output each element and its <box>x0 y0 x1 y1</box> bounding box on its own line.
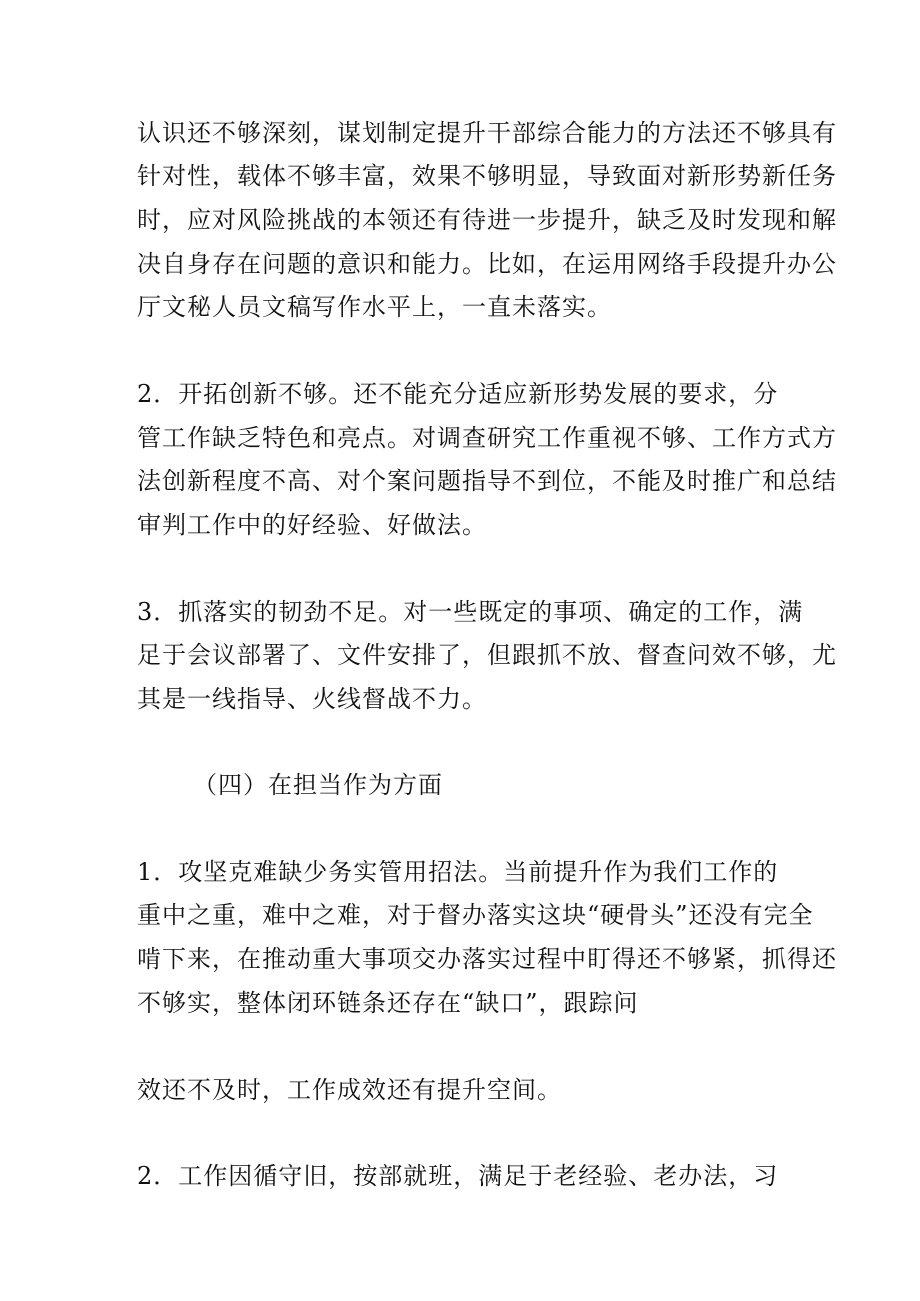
text-line: 管工作缺乏特色和亮点。对调查研究工作重视不够、工作方式方 <box>137 424 837 452</box>
text-line: 决自身存在问题的意识和能力。比如，在运用网络手段提升办公 <box>137 250 837 278</box>
text-line: 效还不及时，工作成效还有提升空间。 <box>137 1076 562 1104</box>
text-line: 1．攻坚克难缺少务实管用招法。当前提升作为我们工作的 <box>137 858 779 886</box>
text-line: 2．工作因循守旧，按部就班，满足于老经验、老办法，习 <box>137 1162 779 1190</box>
text-line: 足于会议部署了、文件安排了，但跟抓不放、督查问效不够，尤 <box>137 641 837 669</box>
text-line: 厅文秘人员文稿写作水平上，一直未落实。 <box>137 293 612 321</box>
text-line: 时，应对风险挑战的本领还有待进一步提升，缺乏及时发现和解 <box>137 206 837 234</box>
text-line: 针对性，载体不够丰富，效果不够明显，导致面对新形势新任务 <box>137 162 837 190</box>
text-line: 重中之重，难中之难，对于督办落实这块“硬骨头”还没有完全 <box>137 901 814 929</box>
text-line: 审判工作中的好经验、好做法。 <box>137 511 487 539</box>
text-line: 2．开拓创新不够。还不能充分适应新形势发展的要求，分 <box>137 380 779 408</box>
text-line: 啃下来，在推动重大事项交办落实过程中盯得还不够紧，抓得还 <box>137 945 837 973</box>
text-line: 法创新程度不高、对个案问题指导不到位，不能及时推广和总结 <box>137 467 837 495</box>
text-line: 其是一线指导、火线督战不力。 <box>137 685 487 713</box>
text-line: 认识还不够深刻，谋划制定提升干部综合能力的方法还不够具有 <box>137 119 837 147</box>
text-line: 3．抓落实的韧劲不足。对一些既定的事项、确定的工作，满 <box>137 598 804 626</box>
text-line: 不够实，整体闭环链条还存在“缺口”，跟踪问 <box>137 989 639 1017</box>
section-heading: （四）在担当作为方面 <box>193 771 443 799</box>
